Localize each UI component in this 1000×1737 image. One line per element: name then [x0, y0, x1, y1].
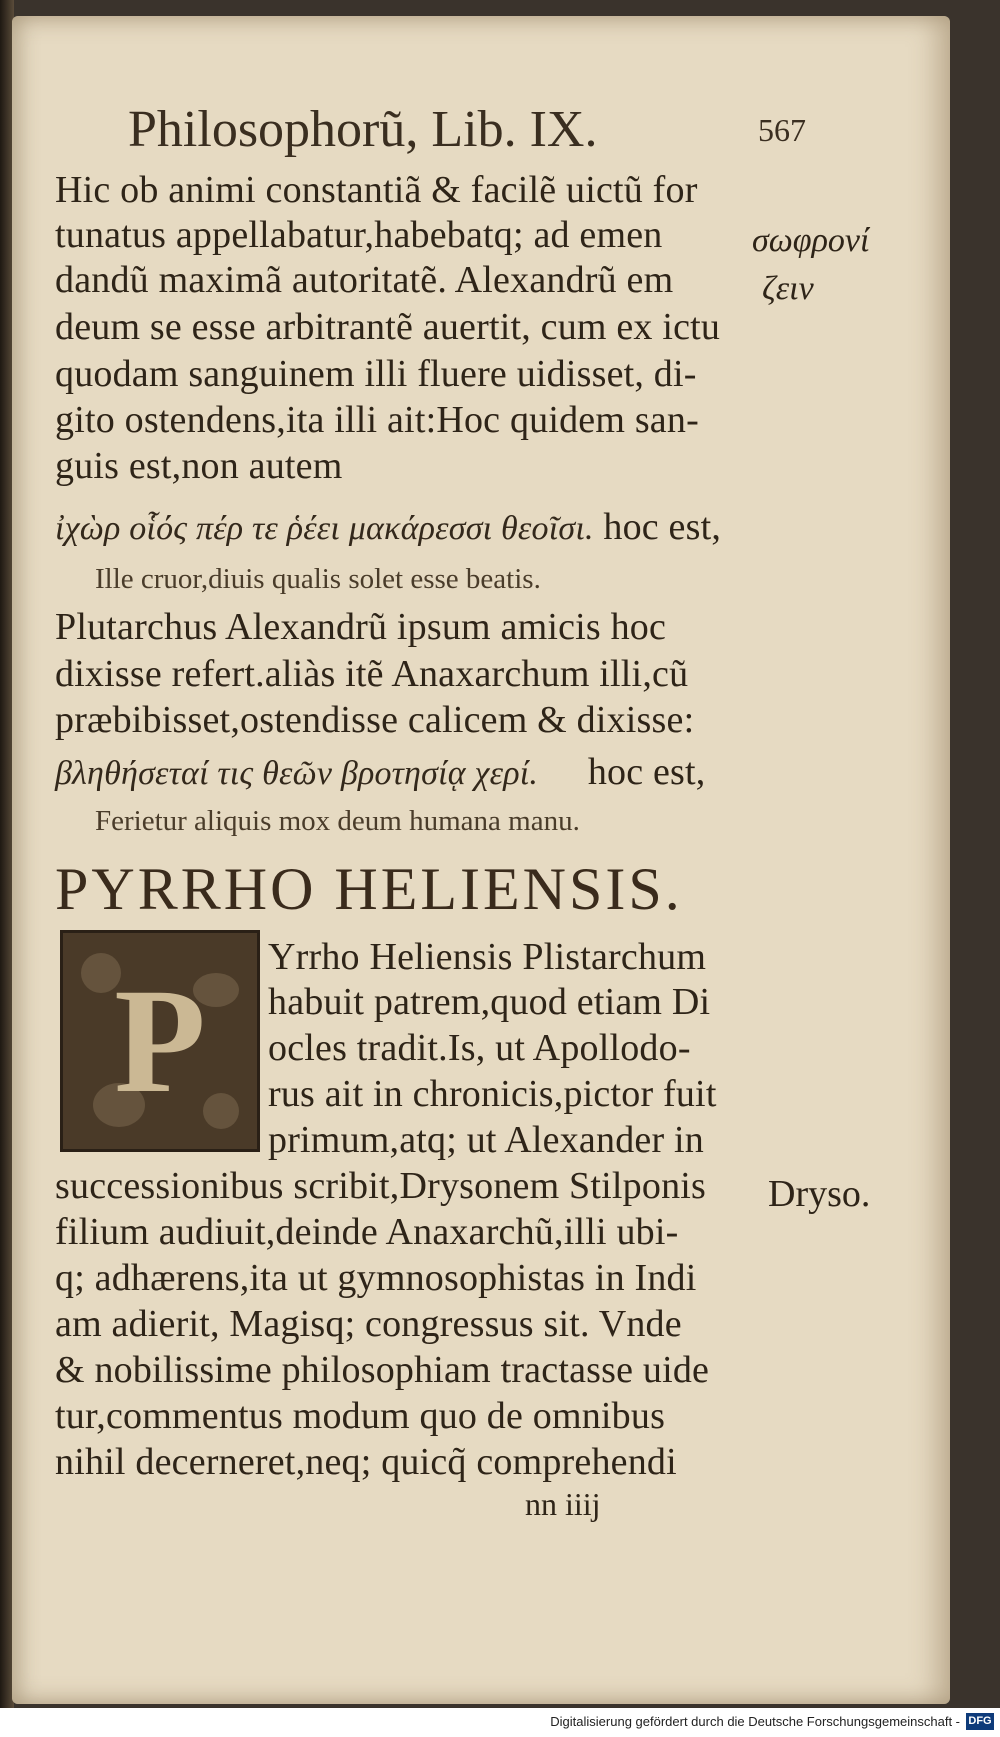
footer-credit: Digitalisierung gefördert durch die Deutsche Forschungsgemeinschaft - [550, 1714, 960, 1729]
translation-line: Ille cruor,diuis qualis solet esse beatis. [95, 563, 541, 595]
section-heading: PYRRHO HELIENSIS. [55, 856, 683, 922]
decorated-initial [60, 930, 260, 1152]
body-line: tunatus appellabatur,habebatq; ad emen [55, 214, 663, 256]
body-line: & nobilissime philosophiam tractasse uide [55, 1349, 710, 1391]
margin-note-dryso: Dryso. [768, 1173, 871, 1215]
body-line: dandũ maximã autoritatẽ. Alexandrũ em [55, 259, 674, 301]
translation-line: Ferietur aliquis mox deum humana manu. [95, 805, 580, 837]
body-line: successionibus scribit,Drysonem Stilponis [55, 1165, 707, 1207]
greek-quote-line [55, 505, 721, 549]
body-line: tur,commentus modum quo de omnibus [55, 1395, 666, 1437]
body-line: rus ait in chronicis,pictor fuit [268, 1073, 717, 1115]
body-line: Yrrho Heliensis Plistarchum [268, 936, 707, 978]
body-line: habuit patrem,quod etiam Di [268, 981, 711, 1023]
margin-note-greek: ζειν [762, 270, 814, 307]
running-title: Philosophorũ, Lib. IX. [128, 101, 598, 158]
body-line: filium audiuit,deinde Anaxarchũ,illi ubi- [55, 1211, 679, 1253]
body-line: q; adhærens,ita ut gymnosophistas in Indi [55, 1257, 697, 1299]
body-line: quodam sanguinem illi fluere uidisset, di- [55, 353, 697, 395]
hoc-est-label: hoc est, [587, 751, 706, 793]
greek-quote: βληθήσεταί τις θεῶν βροτησίᾳ χερί. [55, 755, 539, 792]
body-line: Hic ob animi constantiã & facilẽ uictũ for [55, 169, 698, 211]
hoc-est-label: hoc est, [603, 506, 722, 548]
greek-quote: ἰχὼρ οἷός πέρ τε ῥέει μακάρεσσι θεοῖσι. [55, 510, 594, 547]
initial-letter: P [114, 958, 206, 1124]
body-line: am adierit, Magisq; congressus sit. Vnde [55, 1303, 682, 1345]
body-line: præbibisset,ostendisse calicem & dixisse: [55, 699, 695, 741]
body-line: gito ostendens,ita illi ait:Hoc quidem san- [55, 399, 699, 441]
page-number: 567 [758, 112, 806, 148]
margin-note-greek: σωφρονί [752, 222, 870, 259]
body-line: guis est,non autem [55, 445, 343, 487]
footer-bar [0, 1708, 1000, 1737]
body-line: nihil decerneret,neq; quicq̃ comprehendi [55, 1441, 677, 1483]
greek-quote-line [55, 750, 706, 794]
body-line: primum,atq; ut Alexander in [268, 1119, 704, 1161]
body-line: ocles tradit.Is, ut Apollodo- [268, 1027, 691, 1069]
signature-mark: nn iiij [525, 1486, 601, 1522]
body-line: dixisse refert.aliàs itẽ Anaxarchum illi,cũ [55, 653, 689, 695]
dfg-logo: DFG [966, 1713, 994, 1730]
body-line: deum se esse arbitrantẽ auertit, cum ex ictu [55, 306, 721, 348]
body-line: Plutarchus Alexandrũ ipsum amicis hoc [55, 606, 667, 648]
